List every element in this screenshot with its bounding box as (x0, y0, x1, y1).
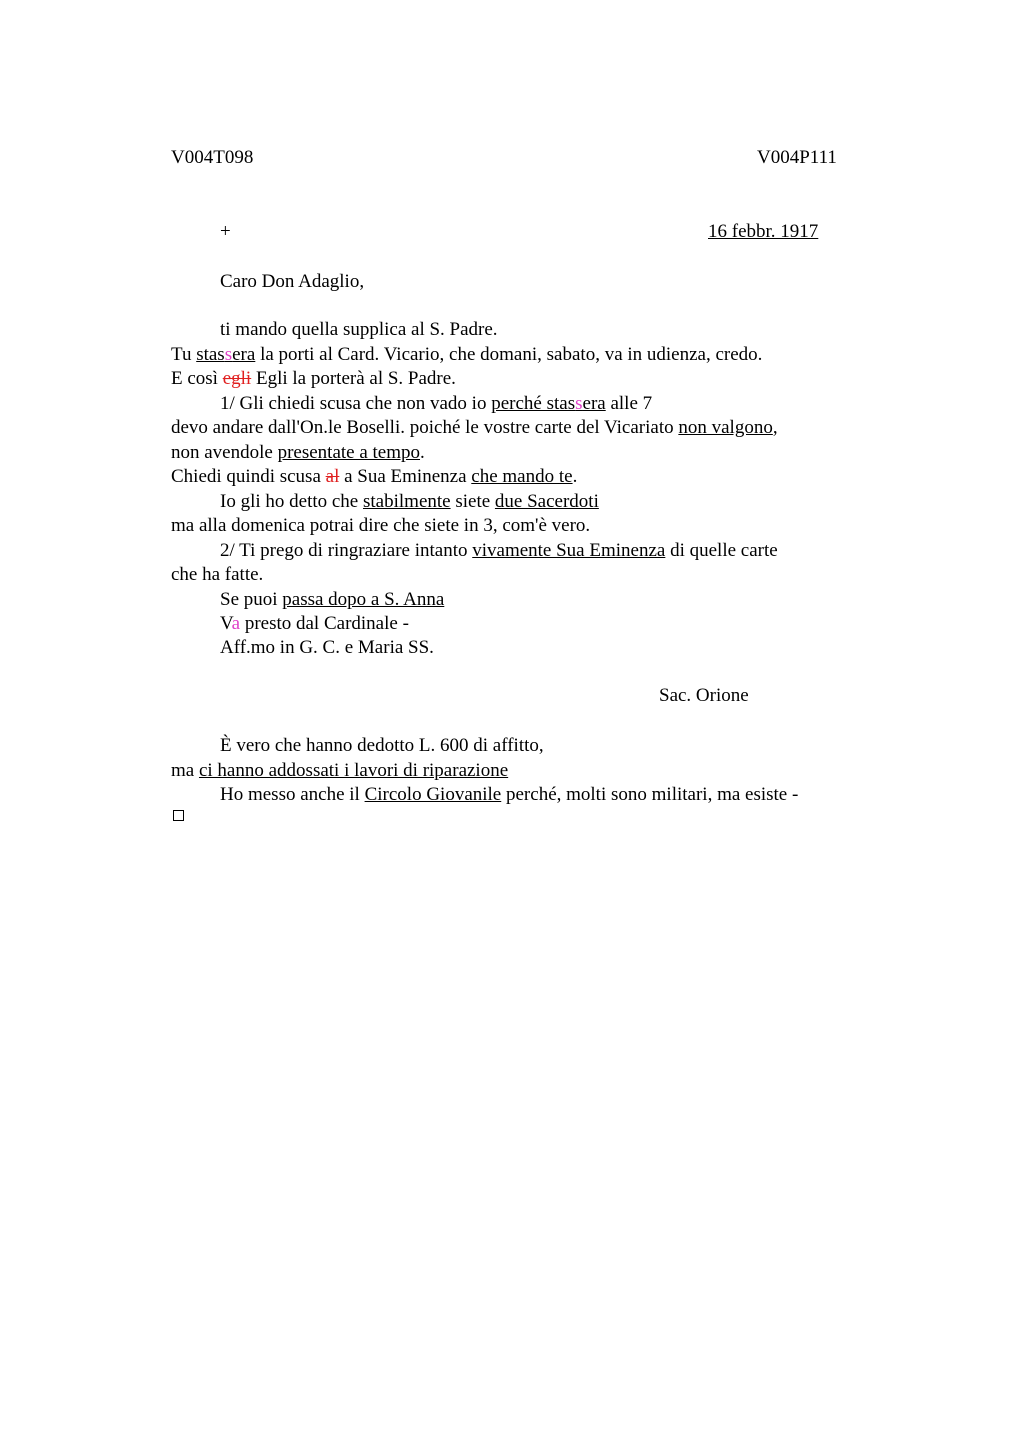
text-line: ti mando quella supplica al S. Padre. (220, 319, 498, 340)
end-box-icon (173, 810, 184, 821)
text-line: ma alla domenica potrai dire che siete in 3, com'è vero. (171, 515, 591, 536)
postscript-line: Ho messo anche il Circolo Giovanile perché, molti sono militari, ma esiste - (220, 784, 799, 805)
text-line: devo andare dall'On.le Boselli. poiché le vostre carte del Vicariato non valgono, (171, 417, 778, 438)
salutation: Caro Don Adaglio, (220, 271, 365, 292)
postscript-line: ma ci hanno addossati i lavori di riparazione (171, 760, 509, 781)
deleted-word: egli (222, 368, 252, 389)
text-line: 2/ Ti prego di ringraziare intanto vivamente Sua Eminenza di quelle carte (220, 540, 778, 561)
text-line: Va presto dal Cardinale - (220, 613, 409, 634)
document-code-right: V004P111 (757, 147, 837, 168)
document-code-left: V004T098 (171, 147, 254, 168)
closing-line: Aff.mo in G. C. e Maria SS. (220, 637, 434, 658)
inserted-letter: s (575, 393, 583, 414)
inserted-letter: a (231, 613, 241, 634)
text-line: Chiedi quindi scusa al a Sua Eminenza che mando te. (171, 466, 578, 487)
letter-date: 16 febbr. 1917 (708, 221, 819, 242)
cross-symbol: + (220, 221, 231, 242)
text-line: non avendole presentate a tempo. (171, 442, 425, 463)
text-line: che ha fatte. (171, 564, 264, 585)
signature: Sac. Orione (659, 685, 749, 706)
text-line: Io gli ho detto che stabilmente siete due Sacerdoti (220, 491, 599, 512)
deleted-word: al (325, 466, 340, 487)
inserted-letter: s (224, 344, 233, 365)
text-line: 1/ Gli chiedi scusa che non vado io perché stassera alle 7 (220, 393, 653, 414)
text-line: Tu stassera la porti al Card. Vicario, che domani, sabato, va in udienza, credo. (171, 344, 763, 365)
text-line: E così egli Egli la porterà al S. Padre. (171, 368, 456, 389)
postscript-line: È vero che hanno dedotto L. 600 di affitto, (220, 735, 544, 756)
text-line: Se puoi passa dopo a S. Anna (220, 589, 445, 610)
